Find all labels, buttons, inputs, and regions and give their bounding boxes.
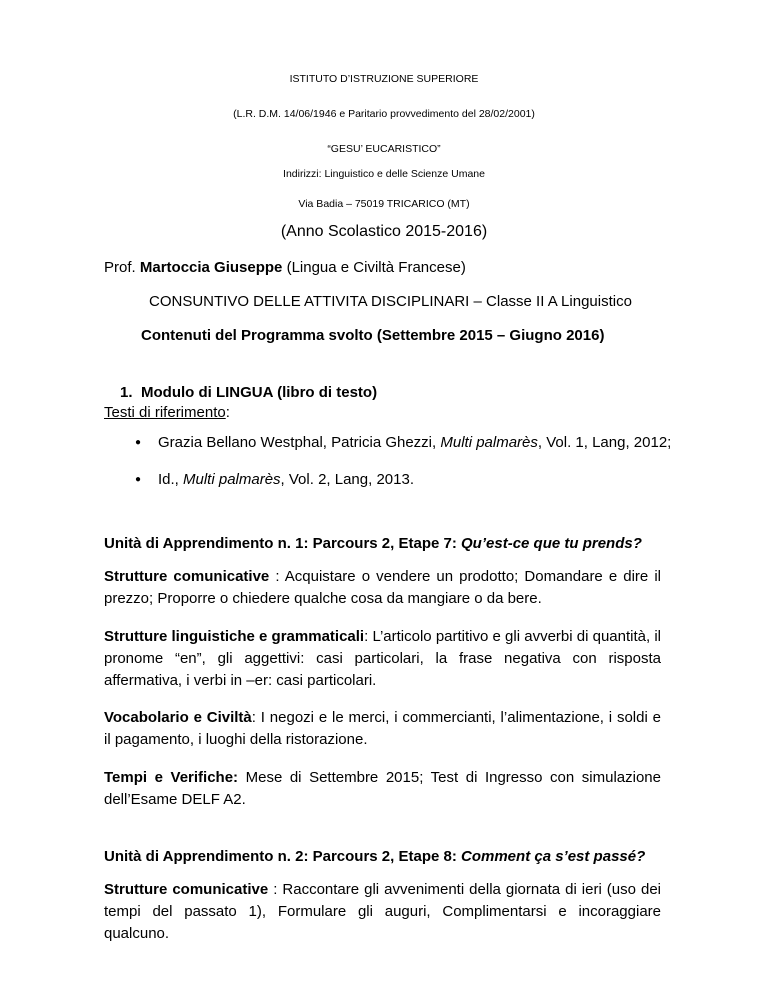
professor-line: Prof. Martoccia Giuseppe (Lingua e Civiltà Francese) bbox=[104, 259, 466, 276]
unit-1-tempi: Tempi e Verifiche: Mese di Settembre 2015; Test di Ingresso con simulazione dell’Esame DELF A2. bbox=[104, 769, 661, 808]
reference-item-2: Id., Multi palmarès, Vol. 2, Lang, 2013. bbox=[158, 471, 414, 488]
school-year: (Anno Scolastico 2015-2016) bbox=[280, 223, 488, 240]
header-line-4: Indirizzi: Linguistico e delle Scienze Umane bbox=[283, 168, 485, 180]
unit-1-comunicative: Strutture comunicative : Acquistare o vendere un prodotto; Domandare e dire il prezzo; Proporre o chiedere qualche cosa da mangiare o da bere. bbox=[104, 568, 661, 607]
module-title: Modulo di LINGUA (libro di testo) bbox=[141, 384, 378, 401]
consuntivo-heading: CONSUNTIVO DELLE ATTIVITA DISCIPLINARI – Classe II A Linguistico bbox=[149, 293, 632, 310]
contenuti-heading: Contenuti del Programma svolto (Settembre 2015 – Giugno 2016) bbox=[141, 327, 605, 344]
header-line-5: Via Badia – 75019 TRICARICO (MT) bbox=[298, 198, 470, 210]
header-line-3: “GESU’ EUCARISTICO” bbox=[327, 143, 441, 155]
unit-1-vocabolario: Vocabolario e Civiltà: I negozi e le merci, i commercianti, l’alimentazione, i soldi e il pagamento, i luoghi della ristorazione. bbox=[104, 709, 661, 748]
unit-2-comunicative: Strutture comunicative : Raccontare gli avvenimenti della giornata di ieri (uso dei tempi del passato 1), Formulare gli auguri, Complimentarsi e incoraggiare qualcuno. bbox=[104, 881, 661, 942]
header-line-1: ISTITUTO D’ISTRUZIONE SUPERIORE bbox=[289, 73, 479, 85]
unit-1-title: Unità di Apprendimento n. 1: Parcours 2, Etape 7: Qu’est-ce que tu prends? bbox=[104, 535, 642, 552]
reference-item-1: Grazia Bellano Westphal, Patricia Ghezzi, Multi palmarès, Vol. 1, Lang, 2012; bbox=[158, 434, 672, 451]
module-number: 1. bbox=[120, 384, 133, 401]
unit-2-title: Unità di Apprendimento n. 2: Parcours 2, Etape 8: Comment ça s’est passé? bbox=[104, 848, 646, 865]
bullet-icon: ● bbox=[135, 437, 142, 448]
unit-1-linguistiche: Strutture linguistiche e grammaticali: L’articolo partitivo e gli avverbi di quantità, il pronome “en”, gli aggettivi: casi particolari, la frase negativa con risposta affermativa, i verbi in –er: casi particolari. bbox=[104, 628, 661, 689]
references-label: Testi di riferimento: bbox=[104, 404, 230, 421]
bullet-icon: ● bbox=[135, 474, 142, 485]
header-line-2: (L.R. D.M. 14/06/1946 e Paritario provvedimento del 28/02/2001) bbox=[233, 108, 535, 120]
professor-name: Martoccia Giuseppe bbox=[139, 259, 283, 276]
